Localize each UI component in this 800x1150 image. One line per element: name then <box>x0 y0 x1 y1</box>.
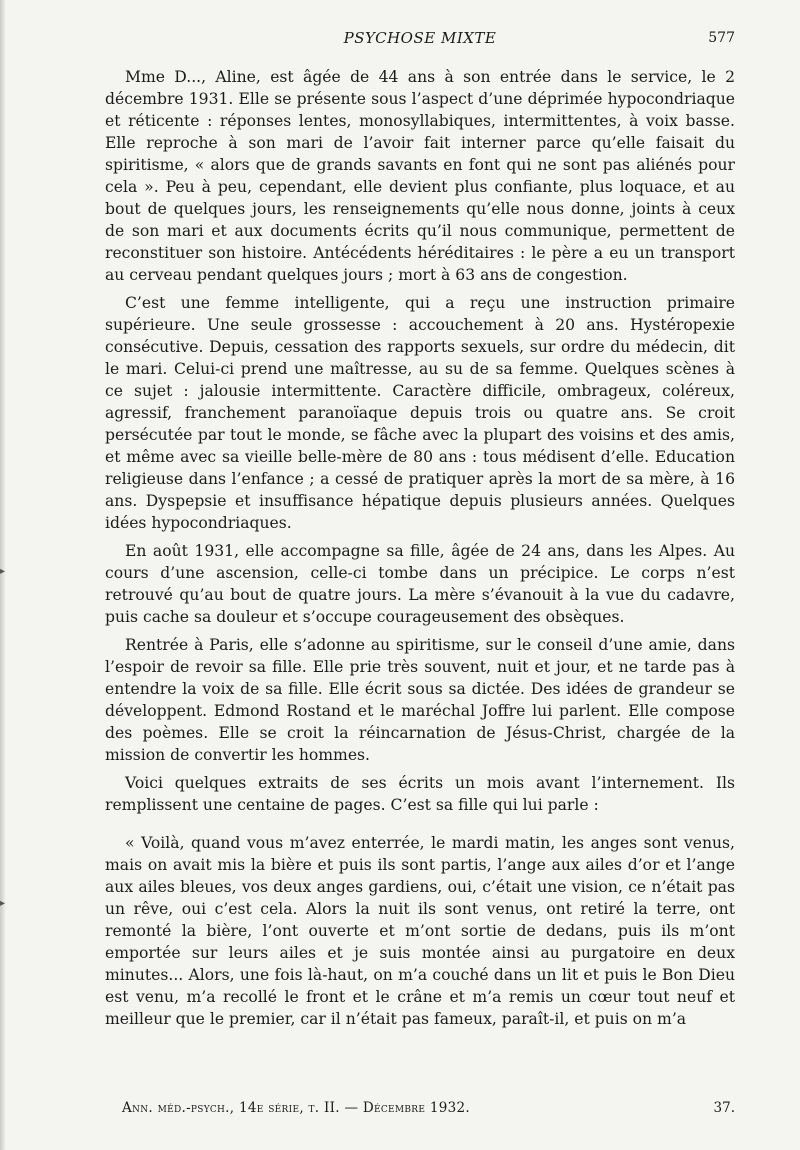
page-header <box>105 22 735 52</box>
margin-arrow-icon: ▸ <box>0 898 6 909</box>
paragraph-extracts-intro: Voici quelques extraits de ses écrits un mois avant l’internement. Ils remplissent une centaine de pages. C’est sa fille qui lui parle : <box>105 774 735 814</box>
signature-number: 37. <box>713 1100 735 1116</box>
paragraph-background: C’est une femme intelligente, qui a reçu une instruction primaire supérieure. Une seule grossesse : accouchement à 20 ans. Hystéropexie consécutive. Depuis, cessation des rapports sexuels, sur ordre du médecin, dit le mari. Celui-ci prend une maîtresse, au su de sa femme. Quelques scènes à ce sujet : jalousie intermittente. Caractère difficile, ombrageux, coléreux, agressif, franchement paranoïaque depuis trois ou quatre ans. Se croit persécutée par tout le monde, se fâche avec la plupart des voisins et des amis, et même avec sa vieille belle-mère de 80 ans : tous médisent d’elle. Education religieuse dans l’enfance ; a cessé de pratiquer après la mort de sa mère, à 16 ans. Dyspepsie et insuffisance hépatique depuis plusieurs années. Quelques idées hypocondriaques. <box>105 294 735 532</box>
page-number: 577 <box>708 30 735 46</box>
quoted-writing: « Voilà, quand vous m’avez enterrée, le mardi matin, les anges sont venus, mais on avait mis la bière et puis ils sont partis, l’ange aux ailes d’or et l’ange aux ailes bleues, vos deux anges gardiens, oui, c’était une vision, ce n’était pas un rêve, oui c’est cela. Alors la nuit ils sont venus, ont retiré la terre, ont remonté la bière, l’ont ouverte et m’ont sortie de dedans, puis ils m’ont emportée sur leurs ailes et je suis montée ainsi au purgatoire en deux minutes... Alors, une fois là-haut, on m’a couché dans un lit et puis le Bon Dieu est venu, m’a recollé le front et le crâne et m’a remis un cœur tout neuf et meilleur que le premier, car il n’était pas fameux, paraît-il, et puis on m’a <box>105 834 735 1028</box>
paragraph-daughter-accident: En août 1931, elle accompagne sa fille, âgée de 24 ans, dans les Alpes. Au cours d’une ascension, celle-ci tombe dans un précipice. Le corps n’est retrouvé qu’au bout de quatre jours. La mère s’évanouit à la vue du cadavre, puis cache sa douleur et s’occupe courageusement des obsèques. <box>105 542 735 626</box>
margin-arrow-icon: ▸ <box>0 566 6 577</box>
article-body <box>105 66 735 1036</box>
journal-citation: Ann. méd.-psych., 14e série, t. II. — Décembre 1932. <box>122 1100 470 1116</box>
running-title: PSYCHOSE MIXTE <box>343 29 497 47</box>
paragraph-spiritism: Rentrée à Paris, elle s’adonne au spiritisme, sur le conseil d’une amie, dans l’espoir de revoir sa fille. Elle prie très souvent, nuit et jour, et ne tarde pas à entendre la voix de sa fille. Elle écrit sous sa dictée. Des idées de grandeur se développent. Edmond Rostand et le maréchal Joffre lui parlent. Elle compose des poèmes. Elle se croit la réincarnation de Jésus-Christ, chargée de la mission de convertir les hommes. <box>105 636 735 764</box>
paragraph-case-intro: Mme D..., Aline, est âgée de 44 ans à son entrée dans le service, le 2 décembre 1931. Elle se présente sous l’aspect d’une déprimée hypocondriaque et réticente : réponses lentes, monosyllabiques, intermittentes, à voix basse. Elle reproche à son mari de l’avoir fait interner parce qu’elle faisait du spiritisme, « alors que de grands savants en font qui ne sont pas aliénés pour cela ». Peu à peu, cependant, elle devient plus confiante, plus loquace, et au bout de quelques jours, les renseignements qu’elle nous donne, joints à ceux de son mari et aux documents écrits qu’il nous communique, permettent de reconstituer son histoire. Antécédents héréditaires : le père a eu un transport au cerveau pendant quelques jours ; mort à 63 ans de congestion. <box>105 68 735 284</box>
